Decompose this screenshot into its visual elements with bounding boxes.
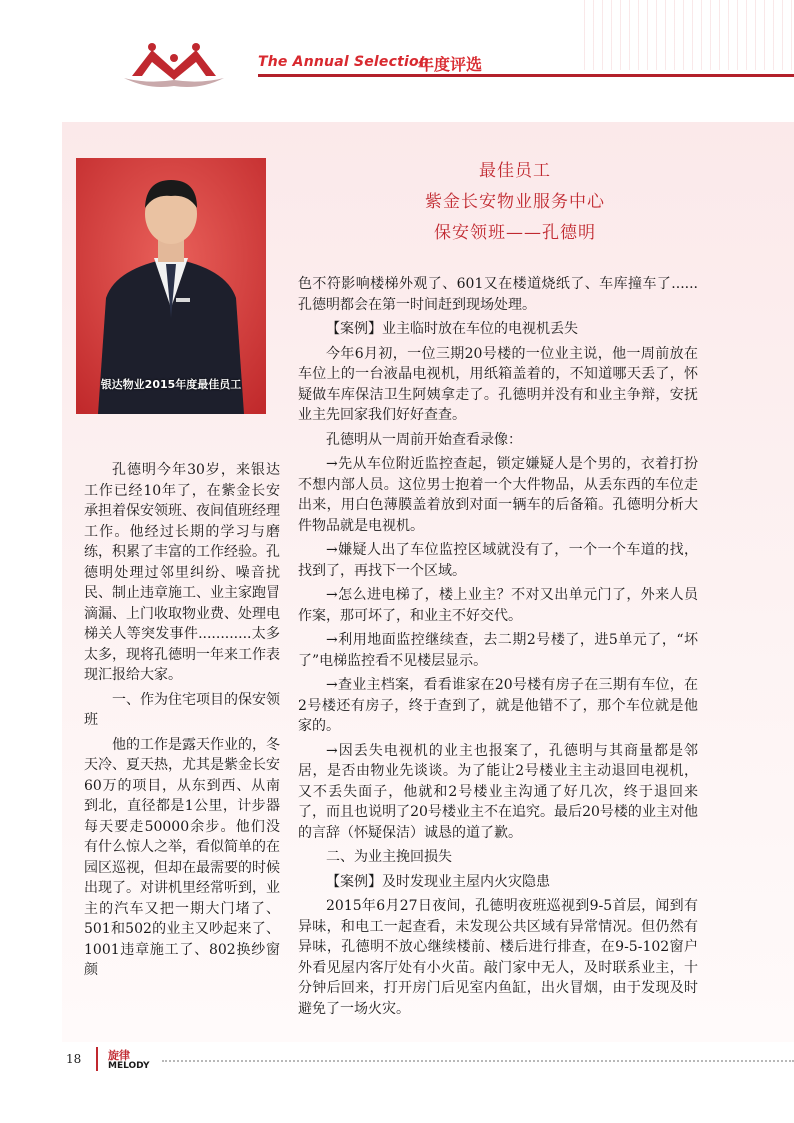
award-title-line-1: 最佳员工 [479,161,551,181]
left-paragraph-3: 他的工作是露天作业的，冬天冷、夏天热，尤其是紫金长安60万的项目，从东到西、从南到北，直径都是1公里，计步器每天要走50000余步。他们没有什么惊人之举，看似简单的在园区巡视，但却在最需要的时候出现了。对讲机里经常听到，业主的汽车又把一期大门堵了、501和502的业主又吵起来了、1001违章施工了、802换纱窗颜 [84,736,280,978]
magazine-logo [118,40,230,92]
header-chinese-title: 年度评选 [418,55,483,74]
award-title-line-2: 紫金长安物业服务中心 [425,192,605,212]
right-paragraph-1: 【案例】业主临时放在车位的电视机丢失 [326,321,578,337]
award-title-line-3: 保安领班——孔德明 [434,223,596,243]
right-continuation: 色不符影响楼梯外观了、601又在楼道烧纸了、车库撞车了......孔德明都会在第一时间赶到现场处理。 [298,276,698,313]
footer-brand-cn: 旋律 [108,1049,130,1062]
right-paragraph-8: →查业主档案，看看谁家在20号楼有房子在三期有车位，在2号楼还有房子，终于查到了，就是他错不了，那个车位就是他家的。 [298,677,698,734]
left-paragraph-1: 孔德明今年30岁，来银达工作已经10年了，在紫金长安承担着保安领班、夜间值班经理工作。他经过长期的学习与磨练，积累了丰富的工作经验。孔德明处理过邻里纠纷、噪音扰民、制止违章施工、业主家跑冒滴漏、上门收取物业费、处理电梯关人等突发事件............太多太多，现将孔德明一年来工作表现汇报给大家。 [84,462,280,683]
right-paragraph-4: →先从车位附近监控查起，锁定嫌疑人是个男的，衣着打扮不想内部人员。这位男士抱着一个大件物品，从丢东西的车位走出来，用白色薄膜盖着放到对面一辆车的后备箱。孔德明分析大件物品就是电视机。 [298,456,698,534]
right-paragraph-5: →嫌疑人出了车位监控区域就没有了，一个一个车道的找，找到了，再找下一个区域。 [298,542,698,579]
page-number: 18 [66,1052,82,1066]
right-paragraph-10: 二、为业主挽回损失 [326,849,452,865]
footer-divider [96,1047,98,1071]
header-rule [258,74,794,77]
right-paragraph-7: →利用地面监控继续查，去二期2号楼了，进5单元了，“坏了”电梯监控看不见楼层显示。 [298,632,698,669]
right-paragraph-12: 2015年6月27日夜间，孔德明夜班巡视到9-5首层，闻到有异味，和电工一起查看，未发现公共区域有异常情况。但仍然有异味，孔德明不放心继续楼前、楼后进行排查，在9-5-102窗户外看见屋内客厅处有小火苗。敲门家中无人，及时联系业主，十分钟后回来，打开房门后见室内鱼缸，出火冒烟，由于发现及时避免了一场火灾。 [298,898,698,1017]
right-paragraph-6: →怎么进电梯了，楼上业主？不对又出单元门了，外来人员作案，那可坏了，和业主不好交代。 [298,587,698,624]
photo-caption: 银达物业2015年度最佳员工 [100,378,242,391]
left-paragraph-2: 一、作为住宅项目的保安领班 [84,691,280,728]
employee-photo [76,158,266,414]
footer-brand-en: MELODY [108,1061,150,1071]
right-paragraph-9: →因丢失电视机的业主也报案了，孔德明与其商量都是邻居，是否由物业先谈谈。为了能让2号楼业主主动退回电视机，又不丢失面子，他就和2号楼业主沟通了好几次，终于退回来了，而且也说明了20号楼业主不在追究。最后20号楼的业主对他的言辞（怀疑保洁）诚恳的道了歉。 [298,742,698,841]
header-english-title: The Annual Selection [258,54,429,70]
left-column [84,460,280,985]
footer-dotted-rule [162,1060,794,1062]
right-paragraph-11: 【案例】及时发现业主屋内火灾隐患 [326,873,550,890]
award-title [400,156,630,249]
right-paragraph-3: 孔德明从一周前开始查看录像： [326,431,522,448]
decorative-stripes [584,0,794,70]
right-column [298,274,698,1023]
right-paragraph-2: 今年6月初，一位三期20号楼的一位业主说，他一周前放在车位上的一台液晶电视机，用纸箱盖着的，不知道哪天丢了，怀疑做车库保洁卫生阿姨拿走了。孔德明并没有和业主争辩，安抚业主先回家我们好好查查。 [298,345,698,423]
